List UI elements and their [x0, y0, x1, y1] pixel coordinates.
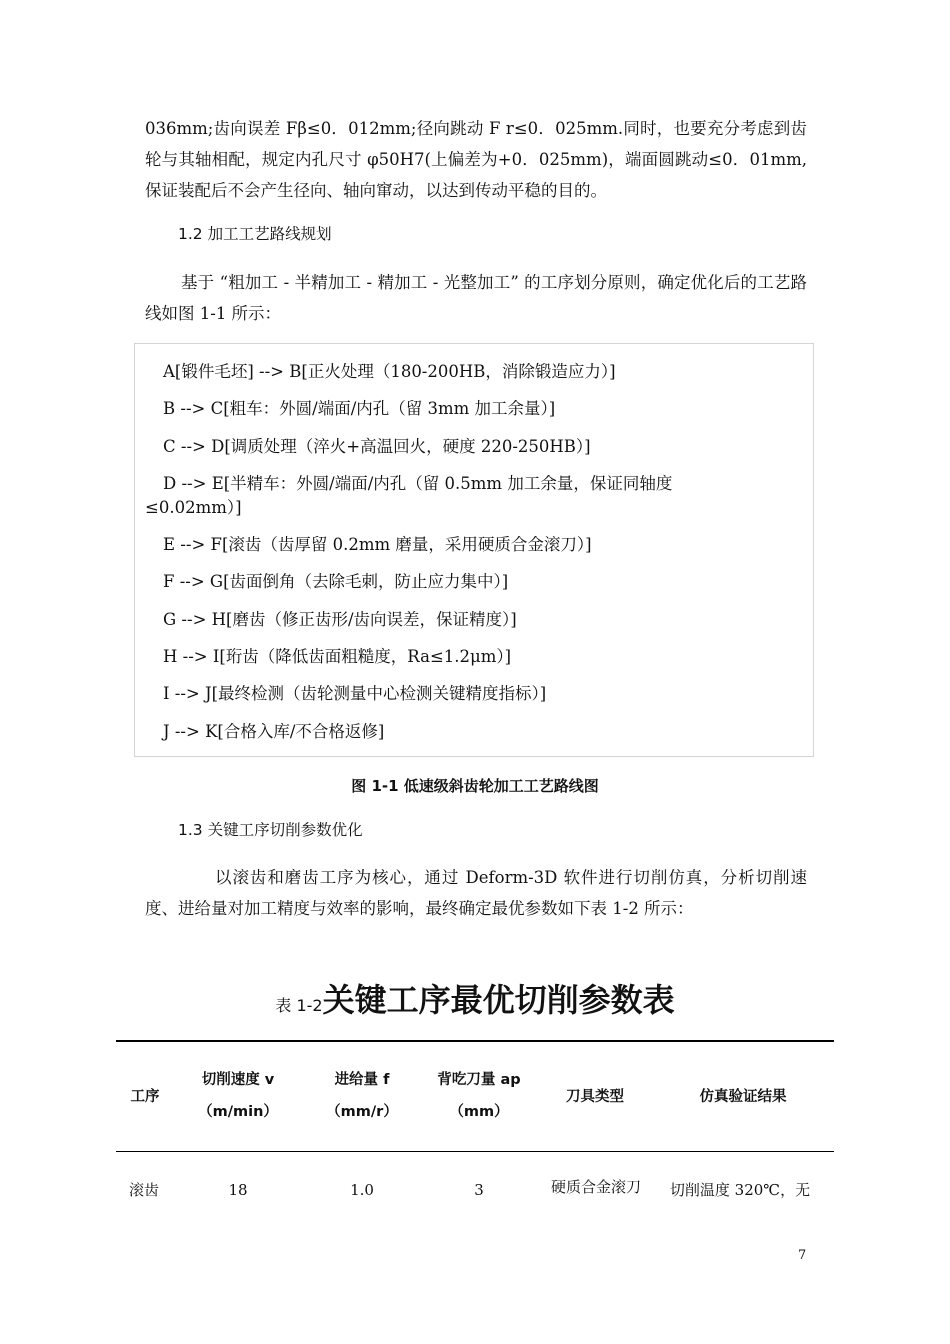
table-header-depth-of-cut: [418, 1064, 540, 1128]
header-line: 进给量 f: [334, 1072, 390, 1088]
table-header-cutting-speed: [178, 1064, 298, 1128]
flow-step: H --> I[珩齿（降低齿面粗糙度，Ra≤1.2μm）]: [163, 647, 512, 666]
table-header-simulation-result: 仿真验证结果: [699, 1089, 787, 1105]
table-title-main: 关键工序最优切削参数表: [322, 981, 675, 1019]
table-cell-simulation-result: 切削温度 320℃，无: [669, 1181, 811, 1199]
table-cell-depth-of-cut: 3: [474, 1181, 484, 1199]
header-unit: （mm）: [449, 1104, 509, 1120]
section-heading-1-2: 1.2 加工工艺路线规划: [178, 225, 332, 243]
flow-step: G --> H[磨齿（修正齿形/齿向误差，保证精度）]: [163, 610, 517, 629]
table-title-prefix: 表 1-2: [275, 996, 323, 1015]
paragraph-cutting-parameters-intro: 以滚齿和磨齿工序为核心，通过 Deform-3D 软件进行切削仿真，分析切削速度、进给量对加工精度与效率的影响，最终确定最优参数如下表 1-2 所示：: [145, 868, 807, 918]
table-header-tool-type: 刀具类型: [566, 1089, 624, 1105]
flow-step: C --> D[调质处理（淬火+高温回火，硬度 220-250HB）]: [163, 437, 591, 456]
table-cell-feed: 1.0: [350, 1181, 374, 1199]
paragraph-process-route-intro: 基于 “粗加工 - 半精加工 - 精加工 - 光整加工” 的工序划分原则，确定优化后的工艺路线如图 1-1 所示：: [145, 273, 807, 323]
table-cell-process: 滚齿: [128, 1181, 159, 1199]
figure-caption: 图 1-1 低速级斜齿轮加工工艺路线图: [351, 777, 599, 795]
table-header-process: 工序: [130, 1089, 160, 1105]
page-number: 7: [798, 1248, 807, 1263]
table-cell-tool-type: 硬质合金滚刀: [550, 1178, 641, 1196]
table-header-rule: [116, 1151, 834, 1152]
table-title: [0, 975, 950, 1021]
flow-step: I --> J[最终检测（齿轮测量中心检测关键精度指标）]: [163, 684, 547, 703]
table-cell-cutting-speed: 18: [228, 1181, 248, 1199]
header-line: 切削速度 v: [201, 1072, 275, 1088]
header-unit: （m/min）: [198, 1104, 278, 1120]
flow-step: A[锻件毛坯] --> B[正火处理（180-200HB，消除锻造应力）]: [163, 362, 616, 381]
section-heading-1-3: 1.3 关键工序切削参数优化: [178, 821, 363, 839]
flow-step: E --> F[滚齿（齿厚留 0.2mm 磨量，采用硬质合金滚刀）]: [163, 535, 592, 554]
paragraph-precision-requirements: 036mm;齿向误差 Fβ≤0．012mm;径向跳动 F r≤0．025mm.同时，也要充分考虑到齿轮与其轴相配，规定内孔尺寸 φ50H7(上偏差为+0．025mm)，端面圆跳动≤0．01mm,保证装配后不会产生径向、轴向窜动，以达到传动平稳的目的。: [145, 119, 807, 200]
flow-step: F --> G[齿面倒角（去除毛刺，防止应力集中）]: [163, 572, 509, 591]
table-top-rule: [116, 1040, 834, 1042]
header-unit: （mm/r）: [326, 1104, 398, 1120]
table-header-feed: [308, 1064, 416, 1128]
flow-step: B --> C[粗车：外圆/端面/内孔（留 3mm 加工余量）]: [163, 399, 556, 418]
process-flow-box: [134, 343, 814, 757]
flow-step: D --> E[半精车：外圆/端面/内孔（留 0.5mm 加工余量，保证同轴度≤0.02mm）]: [145, 474, 673, 517]
header-line: 背吃刀量 ap: [437, 1072, 521, 1088]
flow-step: J --> K[合格入库/不合格返修]: [163, 722, 385, 741]
